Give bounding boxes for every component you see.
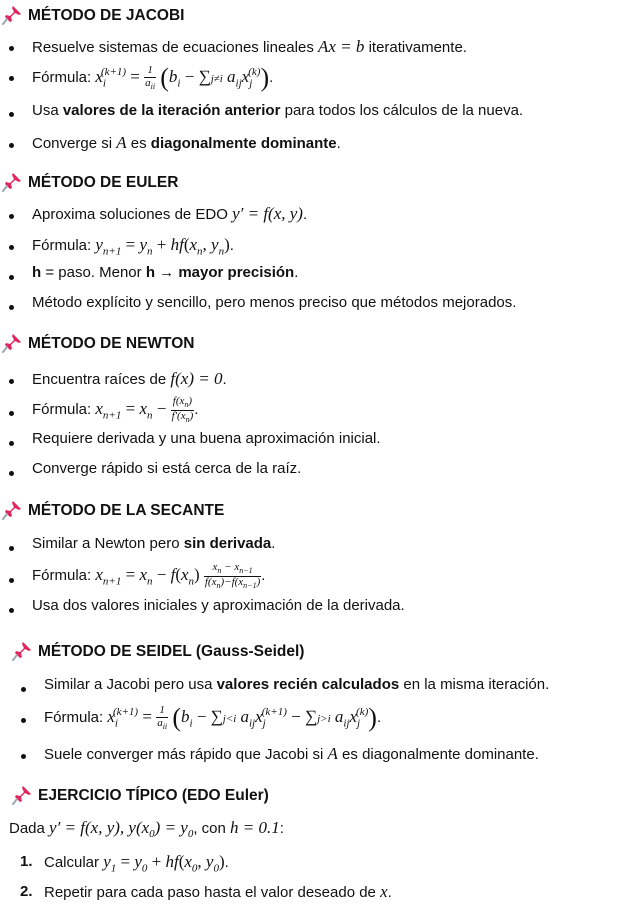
- pushpin-icon: [12, 785, 32, 805]
- section-title: [28, 501, 224, 520]
- formula-item: Fórmula: $x_{n+1} = x_n$ − $\frac{f(x_n)}{f'(x_n)}$ .: [32, 395, 199, 424]
- list-item: Suele converger más rápido que Jacobi si A es diagonalmente dominante.: [44, 744, 539, 763]
- section-title-text: MÉTODO DE JACOBI: [28, 7, 185, 24]
- list-item: Requiere derivada y una buena aproximación inicial.: [32, 430, 381, 447]
- list-item: Converge rápido si está cerca de la raíz.: [32, 460, 302, 477]
- bullet: [9, 275, 14, 280]
- pushpin-icon: [2, 500, 22, 520]
- list-item: h = paso. Menor h → mayor precisión.: [32, 264, 299, 281]
- section-title: [38, 642, 304, 661]
- bullet: [9, 46, 14, 51]
- list-item: Similar a Newton pero sin derivada.: [32, 535, 276, 552]
- list-item: Usa valores de la iteración anterior para todos los cálculos de la nueva.: [32, 102, 524, 119]
- section-title-text: MÉTODO DE EULER: [28, 174, 179, 191]
- bullet: [9, 245, 14, 250]
- formula-item: Fórmula: $x_i^{(k+1)}$ = $\frac{1}{a_{ii}}$ ($b_i - \sum j\ne i$ $a_{ij}x_j^{(k)}$).: [32, 63, 274, 92]
- bullet: [21, 687, 26, 692]
- section-title-text: MÉTODO DE NEWTON: [28, 335, 195, 352]
- step-number: 2.: [20, 883, 33, 900]
- bullet: [9, 112, 14, 117]
- bullet: [9, 214, 14, 219]
- section-title: [28, 334, 195, 353]
- list-item: Método explícito y sencillo, pero menos preciso que métodos mejorados.: [32, 294, 517, 311]
- formula-item: Fórmula: $x_i^{(k+1)}$ = $\frac{1}{a_{ii}}$ ($b_i - \sum j<i$ $a_{ij}x_j^{(k+1)} - \sum j>i$ $a_{ij}x_j^{(k)}$).: [44, 703, 382, 732]
- list-item: Usa dos valores iniciales y aproximación de la derivada.: [32, 597, 405, 614]
- bullet: [9, 143, 14, 148]
- exercise-intro: Dada y′ = f(x, y), $y(x_0) = y_0$, con h = 0.1:: [9, 818, 284, 840]
- section-title-text: MÉTODO DE SEIDEL (Gauss-Seidel): [38, 643, 305, 660]
- section-title: [28, 173, 178, 192]
- bullet: [9, 305, 14, 310]
- bullet: [9, 441, 14, 446]
- formula-item: Fórmula: $x_{n+1} = x_n - f(x_n)$ $\frac{x_n - x_{n-1}}{f(x_n)-f(x_{n-1})}$ .: [32, 561, 266, 590]
- list-item: Similar a Jacobi pero usa valores recién calculados en la misma iteración.: [44, 676, 550, 693]
- formula-item: Fórmula: $y_{n+1} = y_n + hf(x_n$, $y_n$).: [32, 235, 234, 258]
- section-title-text: MÉTODO DE LA SECANTE: [28, 502, 225, 519]
- step-item: Calcular $y_1 = y_0 + hf(x_0$, $y_0$).: [44, 852, 229, 875]
- pushpin-icon: [2, 172, 22, 192]
- bullet: [21, 754, 26, 759]
- section-title-text: EJERCICIO TÍPICO (EDO Euler): [38, 787, 269, 804]
- bullet: [21, 718, 26, 723]
- section-title: [28, 6, 184, 25]
- bullet: [9, 76, 14, 81]
- bullet: [9, 471, 14, 476]
- bullet: [9, 379, 14, 384]
- list-item: Aproxima soluciones de EDO y′ = f(x, y).: [32, 204, 308, 223]
- bullet: [9, 411, 14, 416]
- pushpin-icon: [2, 5, 22, 25]
- list-item: Encuentra raíces de f(x) = 0.: [32, 369, 227, 388]
- list-item: Resuelve sistemas de ecuaciones lineales Ax = b iterativamente.: [32, 37, 467, 56]
- pushpin-icon: [12, 641, 32, 661]
- bullet: [9, 608, 14, 613]
- bullet: [9, 578, 14, 583]
- step-number: 1.: [20, 853, 33, 870]
- list-item: Converge si A es diagonalmente dominante.: [32, 133, 341, 152]
- step-item: Repetir para cada paso hasta el valor deseado de x.: [44, 882, 392, 901]
- section-title: [38, 786, 269, 805]
- pushpin-icon: [2, 333, 22, 353]
- bullet: [9, 546, 14, 551]
